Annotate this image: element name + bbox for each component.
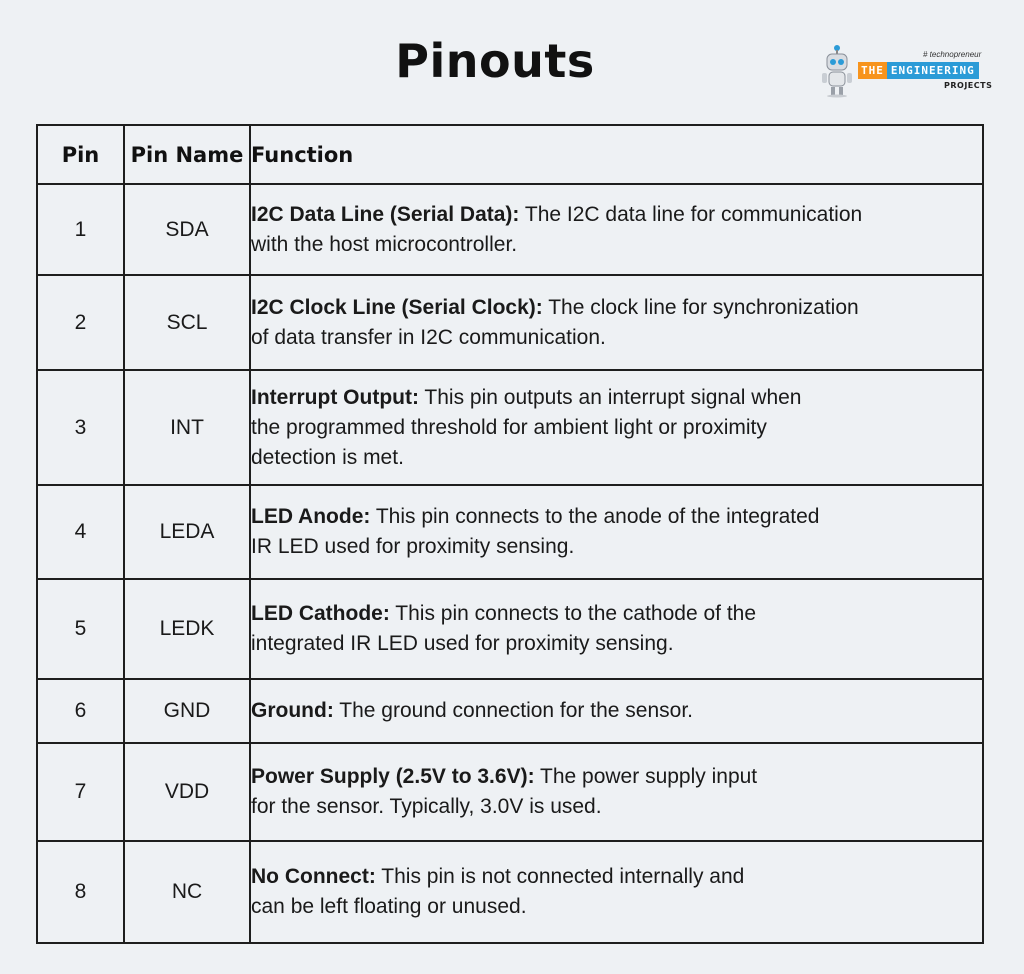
function-desc: The clock line for synchronization — [542, 295, 859, 319]
pin-name: INT — [124, 370, 250, 485]
pin-function — [250, 370, 983, 485]
pin-name: GND — [124, 679, 250, 743]
table-row — [37, 679, 983, 743]
function-desc: detection is met. — [251, 445, 404, 469]
logo-the: THE — [858, 62, 887, 79]
pin-name: LEDK — [124, 579, 250, 679]
pin-function — [250, 679, 983, 743]
pin-number: 2 — [37, 275, 124, 370]
function-desc: This pin is not connected internally and — [375, 865, 745, 888]
function-desc: integrated IR LED used for proximity sensing. — [251, 632, 674, 655]
function-desc: for the sensor. Typically, 3.0V is used. — [251, 795, 602, 818]
function-term: Power Supply (2.5V to 3.6V): — [251, 765, 535, 788]
table-header-row — [37, 125, 983, 184]
function-desc: with the host microcontroller. — [251, 232, 518, 256]
function-desc: The I2C data line for communication — [519, 202, 863, 226]
function-desc: IR LED used for proximity sensing. — [251, 535, 575, 558]
function-desc: The power supply input — [534, 765, 758, 788]
table-row — [37, 841, 983, 943]
table-row — [37, 370, 983, 485]
logo-engineering: ENGINEERING — [887, 62, 979, 79]
function-desc: This pin connects to the anode of the integrated — [370, 505, 820, 528]
pin-name: NC — [124, 841, 250, 943]
pin-function — [250, 485, 983, 579]
table-row — [37, 743, 983, 841]
function-term: Ground: — [251, 699, 334, 722]
function-desc: This pin outputs an interrupt signal when — [418, 385, 802, 409]
table-row — [37, 485, 983, 579]
pin-number: 3 — [37, 370, 124, 485]
header-pin: Pin — [37, 125, 124, 184]
logo-band — [858, 62, 979, 79]
pin-name: SDA — [124, 184, 250, 275]
function-desc: of data transfer in I2C communication. — [251, 325, 606, 349]
pin-name: SCL — [124, 275, 250, 370]
header-pin-name: Pin Name — [124, 125, 250, 184]
function-term: LED Cathode: — [251, 602, 390, 625]
pin-number: 1 — [37, 184, 124, 275]
function-term: LED Anode: — [251, 505, 371, 528]
pin-function — [250, 275, 983, 370]
function-term: No Connect: — [251, 865, 376, 888]
table-row — [37, 579, 983, 679]
function-term: Interrupt Output: — [251, 385, 419, 409]
pin-number: 5 — [37, 579, 124, 679]
pin-function — [250, 579, 983, 679]
robot-mascot-icon — [818, 42, 856, 98]
pin-number: 4 — [37, 485, 124, 579]
pin-number: 7 — [37, 743, 124, 841]
pin-function — [250, 841, 983, 943]
pinout-table — [36, 124, 984, 944]
page-title: Pinouts — [395, 34, 595, 88]
table-row — [37, 184, 983, 275]
function-term: I2C Clock Line (Serial Clock): — [251, 295, 543, 319]
function-desc: the programmed threshold for ambient light or proximity — [251, 415, 767, 439]
brand-logo — [818, 42, 993, 100]
table-row — [37, 275, 983, 370]
pin-number: 8 — [37, 841, 124, 943]
pin-name: VDD — [124, 743, 250, 841]
function-desc: can be left floating or unused. — [251, 895, 527, 918]
logo-tagline: # technopreneur — [923, 50, 982, 59]
pin-function — [250, 743, 983, 841]
pin-number: 6 — [37, 679, 124, 743]
header-function: Function — [250, 125, 983, 184]
function-desc: This pin connects to the cathode of the — [389, 602, 757, 625]
function-term: I2C Data Line (Serial Data): — [251, 202, 520, 226]
pin-name: LEDA — [124, 485, 250, 579]
logo-projects: PROJECTS — [944, 81, 993, 90]
pin-function — [250, 184, 983, 275]
function-desc: The ground connection for the sensor. — [333, 699, 693, 722]
